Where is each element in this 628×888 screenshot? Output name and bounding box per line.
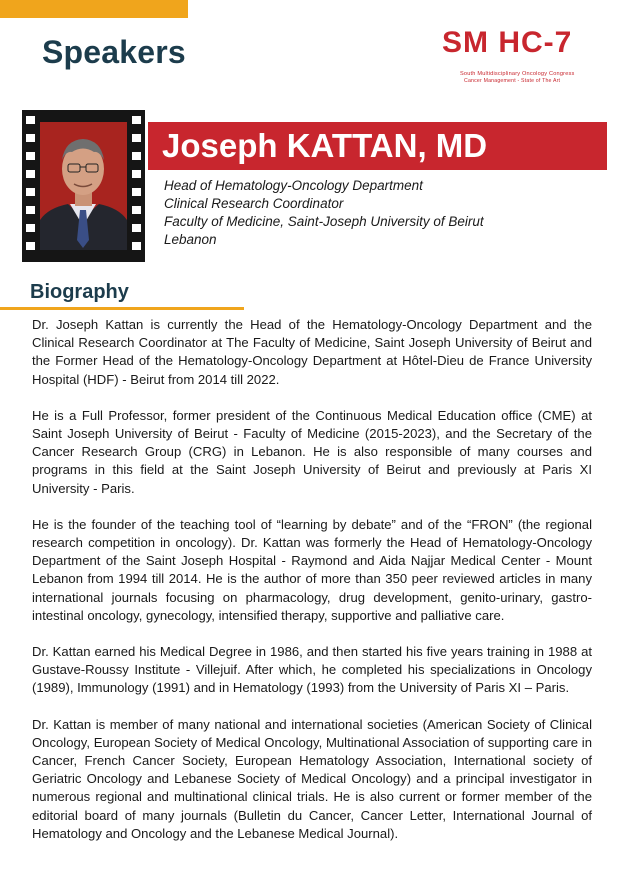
page-title: Speakers bbox=[42, 34, 186, 70]
biography-paragraph: He is the founder of the teaching tool of “learning by debate” and of the “FRON” (the regional research competition in oncology). Dr. Kattan was formerly the Head of Hematology-Oncology Department of the Saint Joseph Hospital - Raymond and Aida Najjar Medical Center - Mount Lebanon from 1994 till 2014. He is the author of more than 350 peer reviewed articles in many international journals focusing on pharmacology, drug development, genito-urinary, gastro-intestinal oncology, gynecology, intensified therapy, supportive and palliative care. bbox=[32, 516, 592, 623]
logo-subtitle: South Multidisciplinary Oncology Congress bbox=[460, 71, 575, 77]
biography-paragraph: Dr. Kattan earned his Medical Degree in 1986, and then started his five years training in 1988 at Gustave-Roussy Institute - Villejuif. After which, he completed his specializations in Oncology (1989), Immunology (1991) and in Hematology (1993) from the University of Paris XI – Paris. bbox=[32, 644, 592, 696]
speaker-country: Lebanon bbox=[164, 232, 217, 247]
speaker-name: Joseph KATTAN, MD bbox=[162, 127, 488, 164]
film-perforations-left bbox=[26, 116, 35, 256]
speaker-photo bbox=[40, 122, 127, 250]
speaker-title-line: Clinical Research Coordinator bbox=[164, 196, 344, 211]
speaker-portrait bbox=[40, 122, 127, 250]
film-frame bbox=[22, 110, 145, 262]
congress-logo bbox=[438, 26, 610, 86]
top-accent-bar bbox=[0, 0, 188, 18]
biography-underline bbox=[0, 307, 244, 310]
logo-tagline: Cancer Management - State of The Art bbox=[464, 78, 561, 84]
speaker-name-banner bbox=[148, 122, 607, 170]
biography-heading: Biography bbox=[30, 281, 129, 303]
biography-paragraph: He is a Full Professor, former president of the Continuous Medical Education office (CME) at Saint Joseph University of Beirut - Faculty of Medicine (2015-2023), and the Secretary of the Cancer Research Group (CRG) in Lebanon. He is also responsible of many courses and programs in this field at the Saint Joseph University of Beirut and previously at Paris XI University - Paris. bbox=[32, 407, 592, 496]
biography-paragraph: Dr. Kattan is member of many national and international societies (American Society of Clinical Oncology, European Society of Medical Oncology, Multinational Association of supporting care in Cancer, French Cancer Society, European Hematology Association, International society of Geriatric Oncology and Lebanese Society of Medical Oncology) and a principal investigator in numerous regional and multinational clinical trials. He is also current or former member of the editorial board of many journals (Bulletin du Cancer, Cancer Letter, International Journal of Hematology and Oncology and the Lebanese Medical Journal). bbox=[32, 716, 592, 841]
biography-text bbox=[32, 316, 592, 861]
biography-paragraph: Dr. Joseph Kattan is currently the Head of the Hematology-Oncology Department and the Clinical Research Coordinator at The Faculty of Medicine, Saint Joseph University of Beirut and the Former Head of the Hematology-Oncology Department at Hôtel-Dieu de France University Hospital (HDF) - Beirut from 2014 till 2022. bbox=[32, 317, 592, 387]
speaker-title-line: Head of Hematology-Oncology Department bbox=[164, 178, 423, 193]
speaker-title-line: Faculty of Medicine, Saint-Joseph University of Beirut bbox=[164, 214, 484, 229]
film-perforations-right bbox=[132, 116, 141, 256]
speaker-titles bbox=[164, 177, 484, 249]
logo-wordmark: SM HC-7 bbox=[442, 26, 573, 59]
